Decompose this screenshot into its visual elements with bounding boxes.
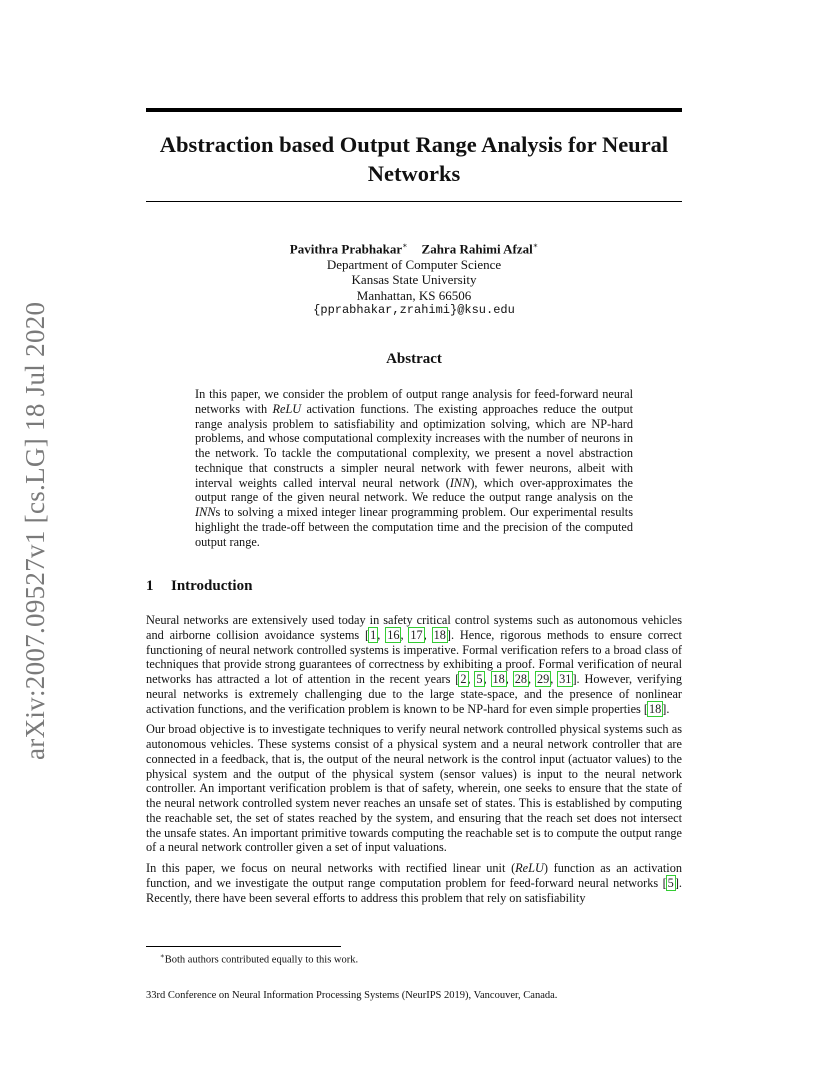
arxiv-identifier: arXiv:2007.09527v1 [cs.LG] 18 Jul 2020 — [20, 301, 50, 760]
title-bottom-rule — [146, 201, 682, 202]
author-footnote-mark: ∗ — [402, 241, 408, 250]
section-heading — [146, 578, 252, 595]
paragraph: In this paper, we focus on neural networks with rectified linear unit (ReLU) function as an activation function, and we investigate the output range computation problem for feed-forward neural networks [5]. Recently, there have been several efforts to address this problem that rely on satisfiability — [146, 861, 682, 905]
citation-link[interactable]: 5 — [667, 875, 674, 890]
relu-term: ReLU — [515, 861, 544, 875]
author-name: Pavithra Prabhakar — [289, 241, 403, 257]
footnote-mark: ∗ — [160, 952, 165, 960]
author-email: {pprabhakar,zrahimi}@ksu.edu — [313, 303, 515, 318]
citation-link[interactable]: 31 — [559, 672, 572, 686]
paragraph: Neural networks are extensively used today in safety critical control systems such as autonomous vehicles and airborne collision avoidance systems [1, 16, 17, 18]. Hence, rigorous methods to ensure correct functioning of neural network controlled systems is imperative. Formal verification refers to a broad class of techniques that provide strong guarantees of correctness by exhibiting a proof. Formal verification of neural networks has attracted a lot of attention in the recent years [2, 5, 18, 28, 29, 31]. However, verifying neural networks is extremely challenging due to the large state-space, and the presence of nonlinear activation functions, and the verification problem is known to be NP-hard for even simple properties [18]. — [146, 613, 683, 716]
footnote-text: Both authors contributed equally to this work. — [164, 954, 359, 966]
author-university: Kansas State University — [351, 272, 477, 288]
citation-link[interactable]: 1 — [370, 627, 377, 642]
author-block — [146, 238, 682, 319]
section-title: Introduction — [171, 578, 253, 594]
title-top-rule — [146, 108, 682, 112]
relu-term: ReLU — [272, 401, 302, 416]
citation-link[interactable]: 16 — [387, 627, 400, 642]
abstract-heading: Abstract — [386, 351, 442, 367]
paragraph: Our broad objective is to investigate techniques to verify neural network controlled physical systems such as autonomous vehicles. These systems consist of a physical system and a neural network controller that are connected in a feedback, that is, the output of the neural network is the control input (actuator values) to the physical system and the output of the physical system (sensor values) is input to the neural network controller. An important verification problem is that of safety, wherein, one seeks to ensure that the state of the neural network controlled system never reaches an unsafe set of states. This is established by computing the reachable set, the set of states reached by the system, and ensuring that the reach set does not intersect the unsafe states. An important primitive towards computing the reachable set is to compute the output range of a neural network controller given a set of input valuations. — [146, 722, 682, 855]
inn-term: INN — [195, 505, 216, 519]
citation-link[interactable]: 18 — [649, 701, 662, 716]
citation-link[interactable]: 29 — [536, 672, 550, 686]
abstract-text: In this paper, we consider the problem of output range analysis for feed-forward neural networks with ReLU activation functions. The existing approaches reduce the output range analysis problem to satisfiability and optimization solving, which are NP-hard problems, and whose computational complexity increases with the number of neurons in the network. To tackle the computational complexity, we present a novel abstraction technique that constructs a simpler neural network with fewer neurons, albeit with interval weights called interval neural network (INN), which over-approximates the output range of the given neural network. We reduce the output range analysis on the INNs to solving a mixed integer linear programming problem. Our experimental results highlight the trade-off between the computation time and the precision of the computed output range. — [195, 387, 633, 549]
author-location: Manhattan, KS 66506 — [356, 287, 472, 303]
citation-link[interactable]: 17 — [410, 627, 423, 642]
paper-title: Abstraction based Output Range Analysis for Neural Networks — [159, 132, 669, 186]
citation-link[interactable]: 5 — [476, 672, 483, 686]
author-department: Department of Computer Science — [326, 256, 502, 272]
citation-link[interactable]: 18 — [433, 627, 446, 642]
citation-link[interactable]: 18 — [492, 672, 505, 686]
inn-term: INN — [449, 475, 471, 490]
citation-link[interactable]: 2 — [460, 672, 467, 686]
section-number: 1 — [146, 578, 154, 594]
citation-link[interactable]: 28 — [514, 672, 528, 686]
author-footnote-mark: ∗ — [532, 241, 539, 250]
author-names — [146, 238, 682, 257]
author-name: Zahra Rahimi Afzal — [421, 241, 533, 257]
footnote-rule — [146, 946, 341, 947]
introduction-body — [146, 613, 682, 911]
conference-note: 33rd Conference on Neural Information Processing Systems (NeurIPS 2019), Vancouver, Canada. — [146, 990, 558, 1001]
footnote — [160, 950, 358, 967]
